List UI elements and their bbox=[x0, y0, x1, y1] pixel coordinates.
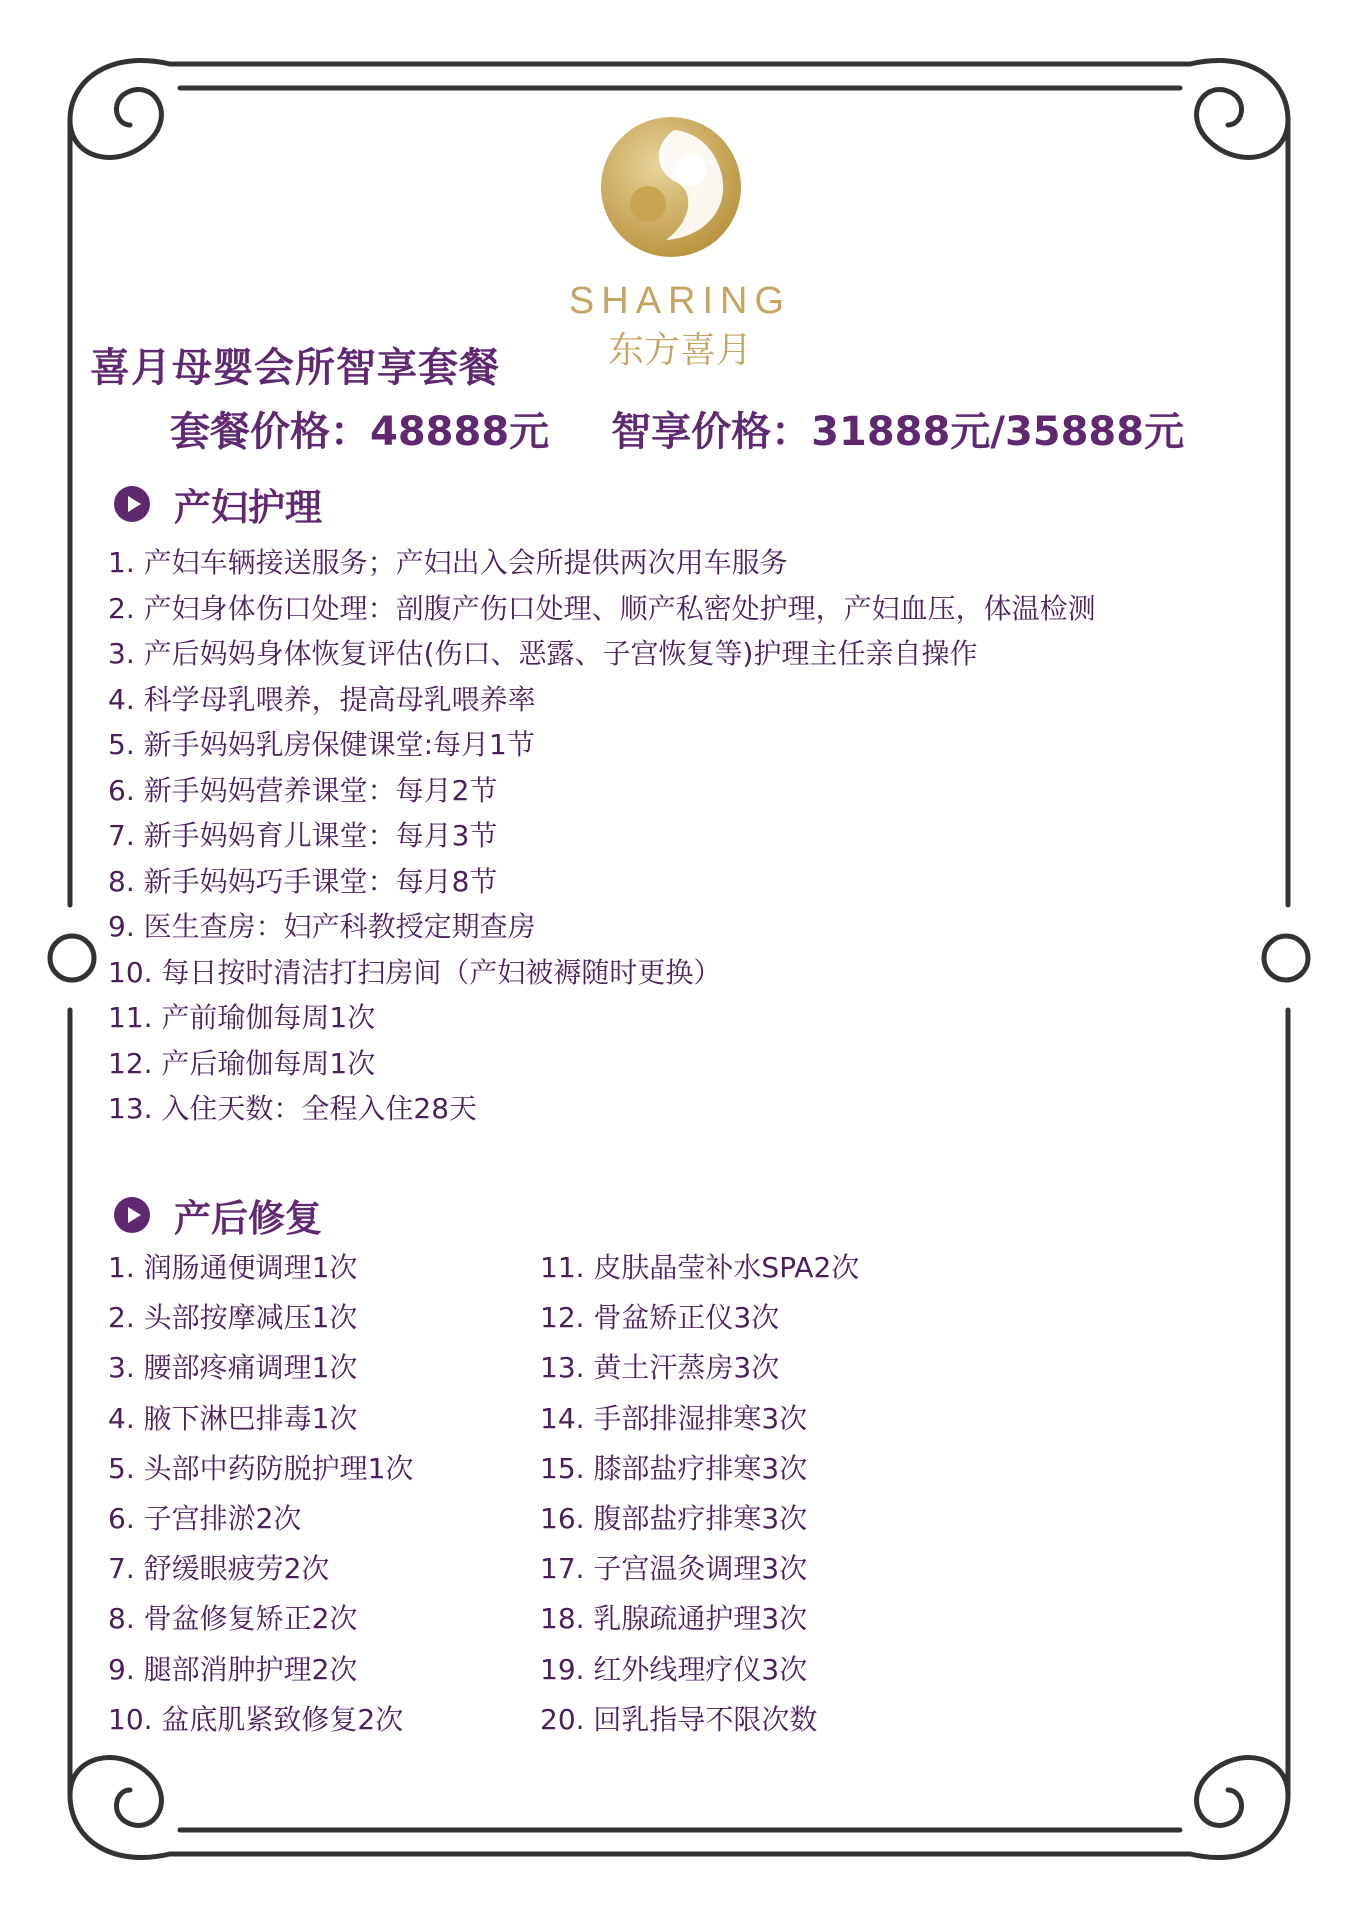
sharing-logo-icon bbox=[596, 112, 746, 262]
recovery-list-left bbox=[108, 1243, 413, 1745]
list-item: 2. 产妇身体伤口处理：剖腹产伤口处理、顺产私密处护理，产妇血压，体温检测 bbox=[108, 591, 1096, 625]
play-bullet-icon bbox=[114, 1197, 150, 1233]
section-title: 产后修复 bbox=[174, 1197, 322, 1240]
logo-english-name: SHARING bbox=[568, 280, 792, 322]
list-item: 1. 产妇车辆接送服务；产妇出入会所提供两次用车服务 bbox=[108, 546, 788, 579]
price-row bbox=[170, 400, 1184, 457]
list-item: 9. 腿部消肿护理2次 bbox=[108, 1652, 358, 1686]
list-item: 1. 润肠通便调理1次 bbox=[108, 1251, 358, 1284]
maternal-care-list bbox=[108, 540, 1096, 1132]
member-price: 智享价格：31888元/35888元 bbox=[611, 409, 1185, 455]
list-item: 5. 新手妈妈乳房保健课堂:每月1节 bbox=[108, 728, 535, 761]
list-item: 11. 皮肤晶莹补水SPA2次 bbox=[540, 1251, 860, 1284]
list-item: 8. 新手妈妈巧手课堂：每月8节 bbox=[108, 864, 498, 898]
list-item: 10. 盆底肌紧致修复2次 bbox=[108, 1702, 404, 1736]
list-item: 16. 腹部盐疗排寒3次 bbox=[540, 1501, 808, 1535]
page-title: 喜月母婴会所智享套餐 bbox=[90, 345, 500, 391]
list-item: 6. 新手妈妈营养课堂：每月2节 bbox=[108, 773, 498, 807]
list-item: 4. 腋下淋巴排毒1次 bbox=[108, 1401, 358, 1435]
list-item: 14. 手部排湿排寒3次 bbox=[540, 1401, 808, 1435]
list-item: 4. 科学母乳喂养，提高母乳喂养率 bbox=[108, 682, 536, 716]
logo-chinese-name: 东方喜月 bbox=[607, 330, 752, 371]
section-heading-postpartum-recovery bbox=[114, 1188, 322, 1242]
list-item: 3. 腰部疼痛调理1次 bbox=[108, 1351, 358, 1385]
section-heading-maternal-care bbox=[114, 477, 322, 531]
list-item: 8. 骨盆修复矫正2次 bbox=[108, 1602, 358, 1636]
list-item: 18. 乳腺疏通护理3次 bbox=[540, 1602, 808, 1636]
play-bullet-icon bbox=[114, 486, 150, 522]
list-item: 19. 红外线理疗仪3次 bbox=[540, 1652, 808, 1686]
list-item: 6. 子宫排淤2次 bbox=[108, 1501, 302, 1535]
list-item: 12. 产后瑜伽每周1次 bbox=[108, 1046, 376, 1080]
section-title: 产妇护理 bbox=[174, 486, 322, 529]
list-item: 20. 回乳指导不限次数 bbox=[540, 1702, 818, 1736]
list-item: 7. 新手妈妈育儿课堂：每月3节 bbox=[108, 819, 498, 852]
list-item: 17. 子宫温灸调理3次 bbox=[540, 1552, 808, 1586]
list-item: 13. 入住天数：全程入住28天 bbox=[108, 1092, 478, 1125]
list-item: 2. 头部按摩减压1次 bbox=[108, 1301, 358, 1335]
package-price: 套餐价格：48888元 bbox=[170, 409, 550, 455]
recovery-list-right bbox=[540, 1243, 859, 1745]
list-item: 3. 产后妈妈身体恢复评估(伤口、恶露、子宫恢复等)护理主任亲自操作 bbox=[108, 637, 978, 670]
list-item: 5. 头部中药防脱护理1次 bbox=[108, 1451, 414, 1485]
list-item: 10. 每日按时清洁打扫房间（产妇被褥随时更换） bbox=[108, 955, 722, 989]
list-item: 7. 舒缓眼疲劳2次 bbox=[108, 1552, 330, 1586]
list-item: 11. 产前瑜伽每周1次 bbox=[108, 1001, 376, 1034]
list-item: 9. 医生查房：妇产科教授定期查房 bbox=[108, 910, 536, 943]
list-item: 12. 骨盆矫正仪3次 bbox=[540, 1301, 780, 1335]
list-item: 13. 黄土汗蒸房3次 bbox=[540, 1351, 780, 1385]
list-item: 15. 膝部盐疗排寒3次 bbox=[540, 1451, 808, 1485]
